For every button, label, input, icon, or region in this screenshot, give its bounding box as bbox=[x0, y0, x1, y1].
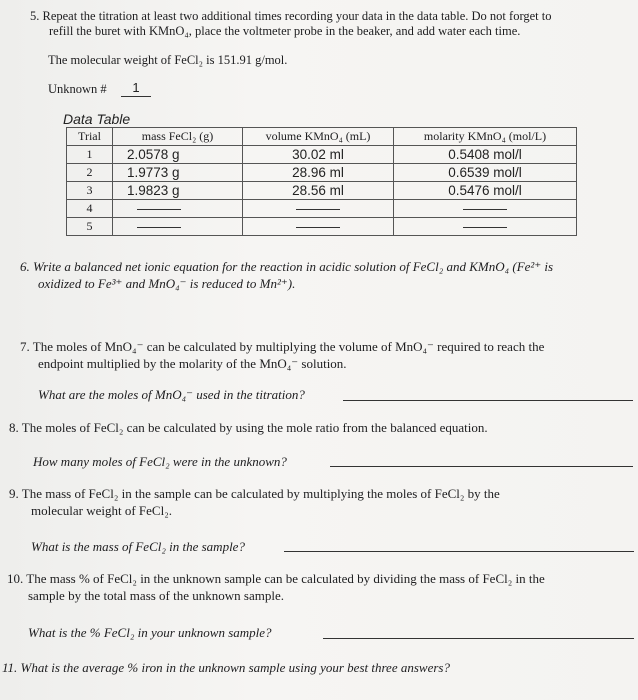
q9-line1: 9. The mass of FeCl₂ in the sample can be calculated by multiplying the moles of FeCl₂ by the bbox=[9, 486, 500, 501]
molarity-cell-blank bbox=[394, 218, 577, 236]
header-trial: Trial bbox=[67, 128, 113, 146]
table-row bbox=[67, 182, 577, 200]
q10-line2: sample by the total mass of the unknown sample. bbox=[28, 588, 284, 603]
q10-question: What is the % FeCl₂ in your unknown sample? bbox=[28, 625, 272, 640]
q8-line1: 8. The moles of FeCl₂ can be calculated by using the mole ratio from the balanced equation. bbox=[9, 420, 488, 435]
mass-cell-blank bbox=[113, 218, 243, 236]
q7-line2: endpoint multiplied by the molarity of the MnO₄⁻ solution. bbox=[38, 356, 347, 371]
q9-answer-line[interactable] bbox=[284, 551, 634, 552]
molarity-cell: 0.5408 mol/l bbox=[394, 146, 577, 164]
volume-cell: 30.02 ml bbox=[243, 146, 394, 164]
blank-line bbox=[137, 209, 181, 210]
blank-line bbox=[463, 209, 507, 210]
q9-line2: molecular weight of FeCl₂. bbox=[31, 503, 173, 518]
header-volume: volume KMnO₄ (mL) bbox=[243, 128, 394, 146]
molarity-cell-blank bbox=[394, 200, 577, 218]
mass-cell: 1.9773 g bbox=[113, 164, 243, 182]
trial-cell: 5 bbox=[67, 218, 113, 236]
unknown-number: 1 bbox=[121, 80, 151, 97]
data-table-header-row bbox=[67, 128, 577, 146]
volume-cell-blank bbox=[243, 218, 394, 236]
blank-line bbox=[296, 227, 340, 228]
q8-question: How many moles of FeCl₂ were in the unknown? bbox=[33, 454, 287, 469]
q10-answer-line[interactable] bbox=[323, 638, 634, 639]
trial-cell: 4 bbox=[67, 200, 113, 218]
unknown-label: Unknown # bbox=[48, 82, 107, 96]
volume-cell: 28.96 ml bbox=[243, 164, 394, 182]
q7-question: What are the moles of MnO₄⁻ used in the titration? bbox=[38, 387, 305, 402]
q6-line2: oxidized to Fe³⁺ and MnO₄⁻ is reduced to Mn²⁺). bbox=[38, 276, 296, 291]
mass-cell-blank bbox=[113, 200, 243, 218]
header-molarity: molarity KMnO₄ (mol/L) bbox=[394, 128, 577, 146]
volume-cell: 28.56 ml bbox=[243, 182, 394, 200]
q10-line1: 10. The mass % of FeCl₂ in the unknown sample can be calculated by dividing the mass of FeCl₂ in the bbox=[7, 571, 545, 586]
table-row bbox=[67, 146, 577, 164]
molarity-cell: 0.5476 mol/l bbox=[394, 182, 577, 200]
molarity-cell: 0.6539 mol/l bbox=[394, 164, 577, 182]
molecular-weight-note: The molecular weight of FeCl₂ is 151.91 g/mol. bbox=[48, 53, 288, 67]
mass-cell: 1.9823 g bbox=[113, 182, 243, 200]
volume-cell-blank bbox=[243, 200, 394, 218]
blank-line bbox=[137, 227, 181, 228]
blank-line bbox=[296, 209, 340, 210]
step5-line1: 5. Repeat the titration at least two additional times recording your data in the data table. Do not forget to bbox=[30, 9, 552, 23]
q8-answer-line[interactable] bbox=[330, 466, 633, 467]
step5-line2: refill the buret with KMnO₄, place the voltmeter probe in the beaker, and add water each time. bbox=[49, 24, 521, 38]
header-mass: mass FeCl₂ (g) bbox=[113, 128, 243, 146]
blank-line bbox=[463, 227, 507, 228]
trial-cell: 1 bbox=[67, 146, 113, 164]
q6-line1: 6. Write a balanced net ionic equation for the reaction in acidic solution of FeCl₂ and KMnO₄ (Fe²⁺ is bbox=[20, 259, 554, 274]
q9-question: What is the mass of FeCl₂ in the sample? bbox=[31, 539, 245, 554]
q7-line1: 7. The moles of MnO₄⁻ can be calculated by multiplying the volume of MnO₄⁻ required to reach the bbox=[20, 339, 545, 354]
trial-cell: 2 bbox=[67, 164, 113, 182]
data-table-title: Data Table bbox=[63, 111, 131, 127]
data-table bbox=[66, 127, 577, 236]
table-row bbox=[67, 164, 577, 182]
q11-line1: 11. What is the average % iron in the unknown sample using your best three answers? bbox=[2, 660, 450, 675]
mass-cell: 2.0578 g bbox=[113, 146, 243, 164]
table-row bbox=[67, 218, 577, 236]
table-row bbox=[67, 200, 577, 218]
trial-cell: 3 bbox=[67, 182, 113, 200]
q7-answer-line[interactable] bbox=[343, 400, 633, 401]
